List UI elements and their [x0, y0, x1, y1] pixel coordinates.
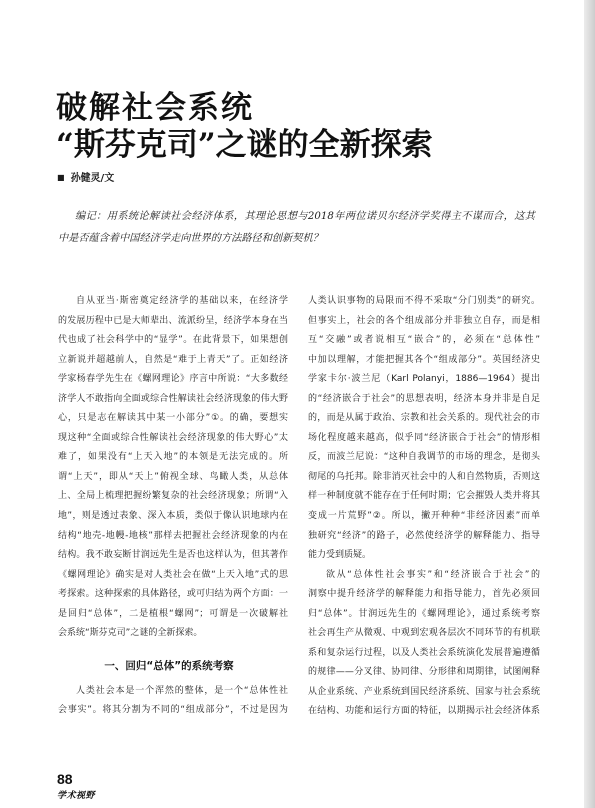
text-line: 但事实上，社会的各个组成部分并非独立自存，而是相: [308, 315, 540, 326]
text-line: 中加以理解，才能把握其各个“组成部分”。英国经济史: [308, 354, 540, 365]
title-line-2: “斯芬克司”之谜的全新探索: [56, 127, 433, 163]
text-line: 洞察中提升经济学的解释能力和指导能力，首先必须回: [308, 589, 540, 600]
byline: [57, 171, 114, 186]
text-line: 从企业系统、产业系统到国民经济系统、国家与社会系统: [308, 686, 540, 697]
text-line: 系和复杂运行过程，以及人类社会系统演化发展普遍遵循: [308, 647, 540, 658]
text-line: 的，而是从属于政治、宗教和社会关系的。现代社会的市: [308, 413, 540, 424]
text-line: 欲从“总体性社会事实”和“经济嵌合于社会”的: [326, 569, 540, 580]
author-name: 孙健灵/文: [70, 173, 115, 184]
text-line: 归“总体”。甘润远先生的《螺网理论》，通过系统考察: [308, 608, 540, 619]
title-line-1: 破解社会系统: [56, 90, 254, 126]
text-line: 学家卡尔·波兰尼（Karl Polanyi，1886—1964）提出: [308, 374, 540, 385]
text-line: 反，而波兰尼说：“这种自我调节的市场的理念，是彻头: [308, 452, 540, 463]
column-logo: 学术视野: [57, 791, 96, 801]
text-line: 《螺网理论》确实是对人类社会在做“上天入地”式的思: [58, 569, 288, 580]
continued-paragraph: [308, 292, 540, 566]
text-line: 代也成了社会科学中的“显学”。在此背景下，如果想创: [58, 335, 288, 346]
editor-note-line: 中是否蕴含着中国经济学走向世界的方法路径和创新契机？: [58, 233, 323, 244]
text-line: 在结构、功能和运行方面的特征，以期揭示社会经济体系: [308, 706, 540, 717]
text-line: 是回归“总体”，二是植根“螺网”；可谓是一次破解社: [58, 608, 288, 619]
square-bullet-icon: ■: [57, 173, 65, 182]
text-line: 地”，则是透过表象、深入本质，类似于像认识地球内在: [58, 511, 288, 522]
text-line: 考探索。这种探索的具体路径，或可归结为两个方面：一: [58, 589, 288, 600]
text-line: 结构“地壳-地幔-地核”那样去把握社会经济现象的内在: [58, 530, 288, 541]
text-line: 谓“上天”，即从“天上”俯视全球、鸟瞰人类，从总体: [58, 471, 288, 482]
text-line: 现这种“全面或综合性解读社会经济现象的伟大野心”太: [58, 432, 288, 443]
section-paragraph: [58, 682, 288, 721]
text-line: 人类认识事物的局限而不得不采取“分门别类”的研究。: [308, 296, 540, 306]
text-line: 结构。我不敢妄断甘润远先生是否也这样认为，但其著作: [58, 550, 288, 561]
text-line: 心，只是志在解读其中某一小部分”①。的确，要想实: [58, 413, 288, 424]
editor-note-line: 编记：用系统论解读社会经济体系，其理论思想与2018年两位诺贝尔经济学奖得主不谋而合，这其: [75, 211, 535, 222]
text-line: 独研究“经济”的路子，必然使经济学的解释能力、指导: [308, 530, 540, 541]
next-paragraph: [308, 566, 540, 722]
text-line: 会系统“斯芬克司”之谜的全新探索。: [58, 628, 203, 639]
text-line: 济学人不敢指向全面或综合性解读社会经济现象的伟大野: [58, 393, 288, 404]
text-line: 彻尾的乌托邦。除非消灭社会中的人和自然物质，否则这: [308, 471, 540, 482]
text-line: 社会再生产从微观、中观到宏观各层次不同环节的有机联: [308, 628, 540, 639]
page-number: 88: [57, 771, 73, 787]
text-line: 自从亚当·斯密奠定经济学的基础以来，在经济学: [76, 296, 288, 306]
section-heading: 一、回归“总体”的系统考察: [104, 659, 234, 672]
article-title: [56, 90, 433, 164]
text-line: 人类社会本是一个浑然的整体，是一个“总体性社: [76, 685, 288, 696]
intro-paragraph: [58, 292, 288, 644]
text-line: 变成一片荒野”②。所以，撇开种种“非经济因素”而单: [308, 511, 540, 522]
text-line: 难了，如果没有“上天入地”的本领是无法完成的。所: [58, 452, 288, 463]
text-line: 样一种制度就不能存在于任何时期；它会摧毁人类并将其: [308, 491, 540, 502]
text-line: 的规律——分叉律、协同律、分形律和周期律，试图阐释: [308, 667, 540, 678]
left-column: [58, 292, 288, 721]
text-line: 能力受到质疑。: [308, 550, 372, 561]
text-line: 学家杨春学先生在《螺网理论》序言中所说：“大多数经: [58, 374, 288, 385]
editor-note: [58, 206, 535, 250]
text-line: 场化程度越来越高，似乎同“经济嵌合于社会”的情形相: [308, 432, 540, 443]
text-line: 的“经济嵌合于社会”的思想表明，经济本身并非是自足: [308, 393, 540, 404]
text-line: 会事实”。将其分割为不同的“组成部分”，不过是因为: [58, 705, 288, 716]
text-line: 的发展历程中已是大师辈出、流派纷呈，经济学本身在当: [58, 315, 288, 326]
text-line: 上、全局上梳理把握纷繁复杂的社会经济现象；所谓“入: [58, 491, 288, 502]
page-edge-shadow: [584, 0, 595, 808]
text-line: 互“交融”或者说相互“嵌合”的，必须在“总体性”: [308, 335, 540, 346]
text-line: 立新说并超越前人，自然是“难于上青天”了。正如经济: [58, 354, 288, 365]
right-column: [308, 292, 540, 722]
